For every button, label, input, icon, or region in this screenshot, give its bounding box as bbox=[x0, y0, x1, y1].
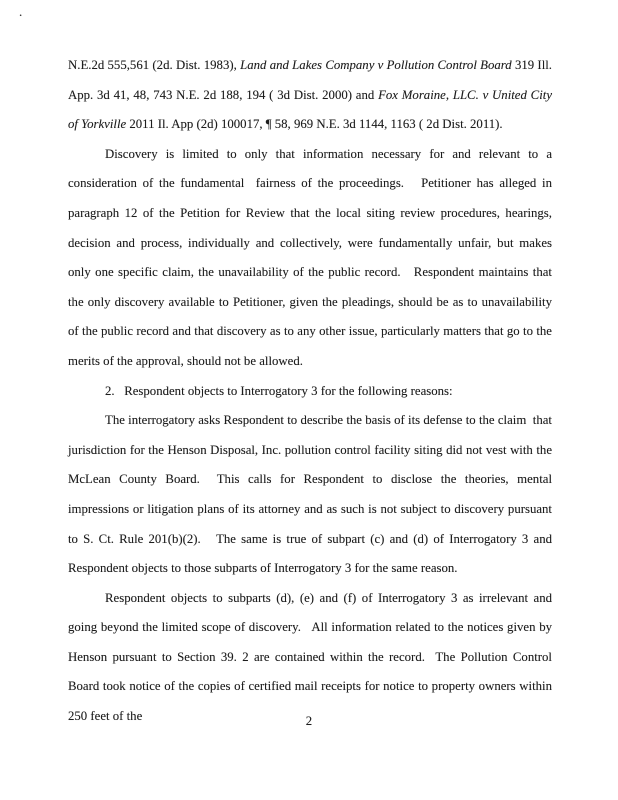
citation-continuation-paragraph bbox=[68, 51, 556, 140]
subparts-relevance-objection-paragraph bbox=[68, 584, 556, 732]
text-segment: Discovery is limited to only that information necessary for and relevant to a consideration of the fundamental fairness of the proceedings. Petitioner has alleged in paragraph 12 of the Petition for Review that the local siting review procedures, hearings, decision and process, individually and collectively, were fundamentally unfair, but makes only one specific claim, the unavailability of the public record. Respondent maintains that the only discovery available to Petitioner, given the pleadings, should be as to unavailability of the public record and that discovery as to any other issue, particularly matters that go to the merits of the approval, should not be allowed. bbox=[68, 146, 556, 368]
case-citation: Land and Lakes Company v Pollution Control Board bbox=[240, 58, 512, 72]
page-number: 2 bbox=[305, 714, 313, 728]
discovery-scope-paragraph bbox=[68, 140, 556, 377]
text-segment: 2. Respondent objects to Interrogatory 3 for the following reasons: bbox=[105, 383, 453, 398]
interrogatory-3-basis-paragraph bbox=[68, 406, 556, 584]
text-segment: 319 Ill. App. 3d 41, 48, 743 N.E. 2d 188, 194 ( 3d Dist. 2000) and bbox=[68, 58, 555, 102]
scan-artifact-dot: . bbox=[19, 4, 23, 19]
document-body bbox=[68, 51, 556, 732]
text-segment: The interrogatory asks Respondent to describe the basis of its defense to the claim that jurisdiction for the Henson Disposal, Inc. pollution control facility siting did not vest with the McLean County Board. This calls for Respondent to disclose the theories, mental impressions or litigation plans of its attorney and as such is not subject to discovery pursuant to S. Ct. Rule 201(b)(2). The same is true of subpart (c) and (d) of Interrogatory 3 and Respondent objects to those subparts of Interrogatory 3 for the same reason. bbox=[68, 413, 556, 576]
numbered-objection-item-2 bbox=[68, 377, 552, 407]
text-segment: 2011 Il. App (2d) 100017, ¶ 58, 969 N.E. 3d 1144, 1163 ( 2d Dist. 2011). bbox=[126, 117, 503, 132]
text-segment: Respondent objects to subparts (d), (e) and (f) of Interrogatory 3 as irrelevant and going beyond the limited scope of discovery. All information related to the notices given by Henson pursuant to Section 39. 2 are contained within the record. The Pollution Control Board took notice of the copies of certified mail receipts for notice to property owners within 250 feet of the bbox=[68, 590, 556, 724]
text-segment: N.E.2d 555,561 (2d. Dist. 1983), bbox=[68, 58, 241, 72]
case-citation: Fox Moraine, LLC. v United City of Yorkville bbox=[68, 87, 556, 132]
